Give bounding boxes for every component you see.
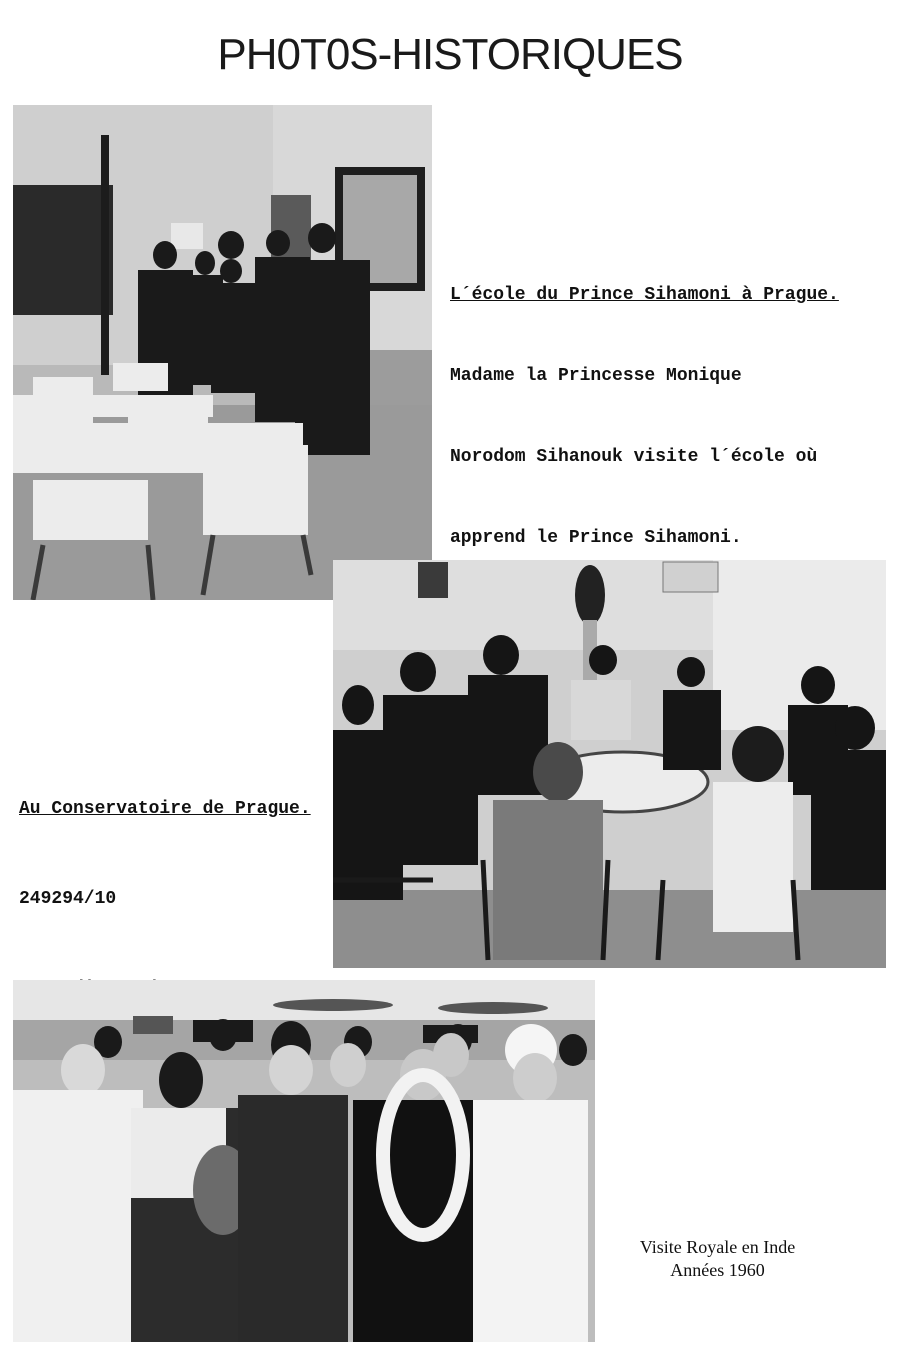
page-title: PH0T0S-HISTORIQUES xyxy=(217,30,683,79)
conservatory-photo xyxy=(333,560,886,968)
classroom-photo xyxy=(13,105,432,600)
classroom-photo-icon xyxy=(13,105,432,600)
royal-visit-caption-line2: Années 1960 xyxy=(670,1260,765,1280)
classroom-caption-line3: apprend le Prince Sihamoni. xyxy=(450,528,742,548)
conservatory-caption-heading: Au Conservatoire de Prague. xyxy=(19,799,311,819)
royal-visit-photo-icon xyxy=(13,980,595,1342)
royal-visit-caption-line1: Visite Royale en Inde xyxy=(639,1237,796,1257)
classroom-caption-line2: Norodom Sihanouk visite l´école où xyxy=(450,447,818,467)
royal-visit-photo xyxy=(13,980,595,1342)
classroom-caption-line1: Madame la Princesse Monique xyxy=(450,366,742,386)
royal-visit-caption xyxy=(610,1236,825,1282)
conservatory-caption-ref: 249294/10 xyxy=(19,889,117,909)
conservatory-photo-icon xyxy=(333,560,886,968)
classroom-caption-heading: L´école du Prince Sihamoni à Prague. xyxy=(450,285,839,305)
